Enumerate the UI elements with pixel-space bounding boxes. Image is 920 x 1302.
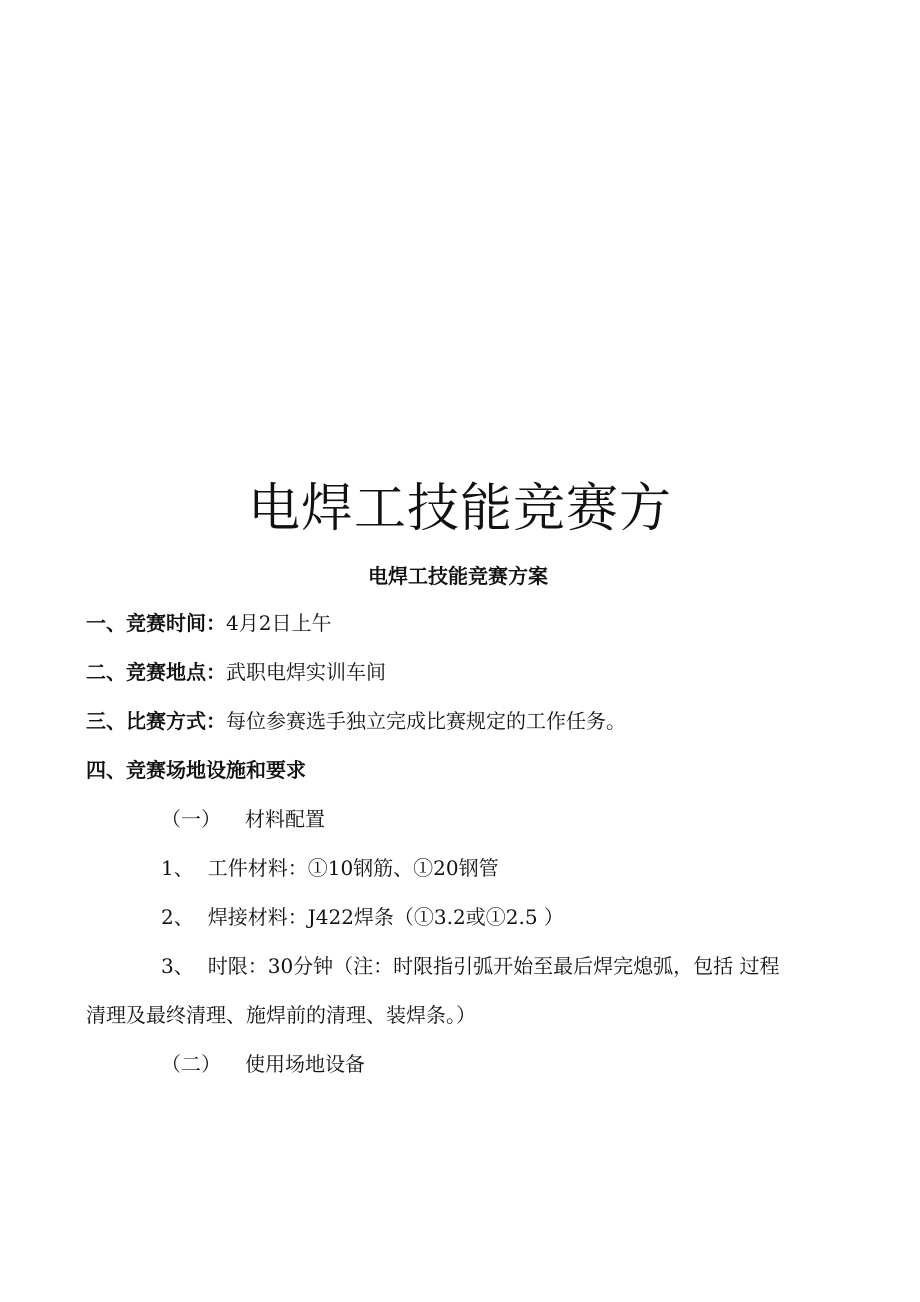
item-text: 时限：30分钟（注：时限指引弧开始至最后焊完熄弧，包括 过程 <box>207 954 780 978</box>
document-title: 电焊工技能竞赛方 <box>247 479 672 539</box>
subsection-title: 材料配置 <box>245 807 325 831</box>
document-subtitle: 电焊工技能竞赛方案 <box>368 564 548 588</box>
list-item-continuation: 清理及最终清理、施焊前的清理、装焊条。） <box>86 1003 476 1027</box>
section-method <box>86 707 626 735</box>
subsection-title: 使用场地设备 <box>245 1052 365 1076</box>
subsection-equipment <box>161 1050 365 1078</box>
section-venue <box>86 756 306 784</box>
item-number: 2、 <box>161 905 194 929</box>
subsection-marker: （二） <box>161 1052 221 1076</box>
section-value: 武职电焊实训车间 <box>226 660 386 684</box>
item-number: 1、 <box>161 856 194 880</box>
section-label: 三、比赛方式： <box>86 709 226 733</box>
list-item <box>161 903 564 931</box>
item-text: 工件材料：①10钢筋、①20钢管 <box>207 856 499 880</box>
list-item <box>161 854 499 882</box>
section-label: 一、竞赛时间： <box>86 611 226 635</box>
item-number: 3、 <box>161 954 194 978</box>
section-value: 每位参赛选手独立完成比赛规定的工作任务。 <box>226 709 626 733</box>
section-label: 四、竞赛场地设施和要求 <box>86 758 306 782</box>
section-label: 二、竞赛地点： <box>86 660 226 684</box>
item-text: 焊接材料：J422焊条（①3.2或①2.5 ） <box>207 905 564 929</box>
subsection-marker: （一） <box>161 807 221 831</box>
list-item <box>161 952 780 980</box>
section-location <box>86 658 386 686</box>
section-time <box>86 609 331 637</box>
subsection-materials <box>161 805 325 833</box>
section-value: 4月2日上午 <box>226 611 332 635</box>
